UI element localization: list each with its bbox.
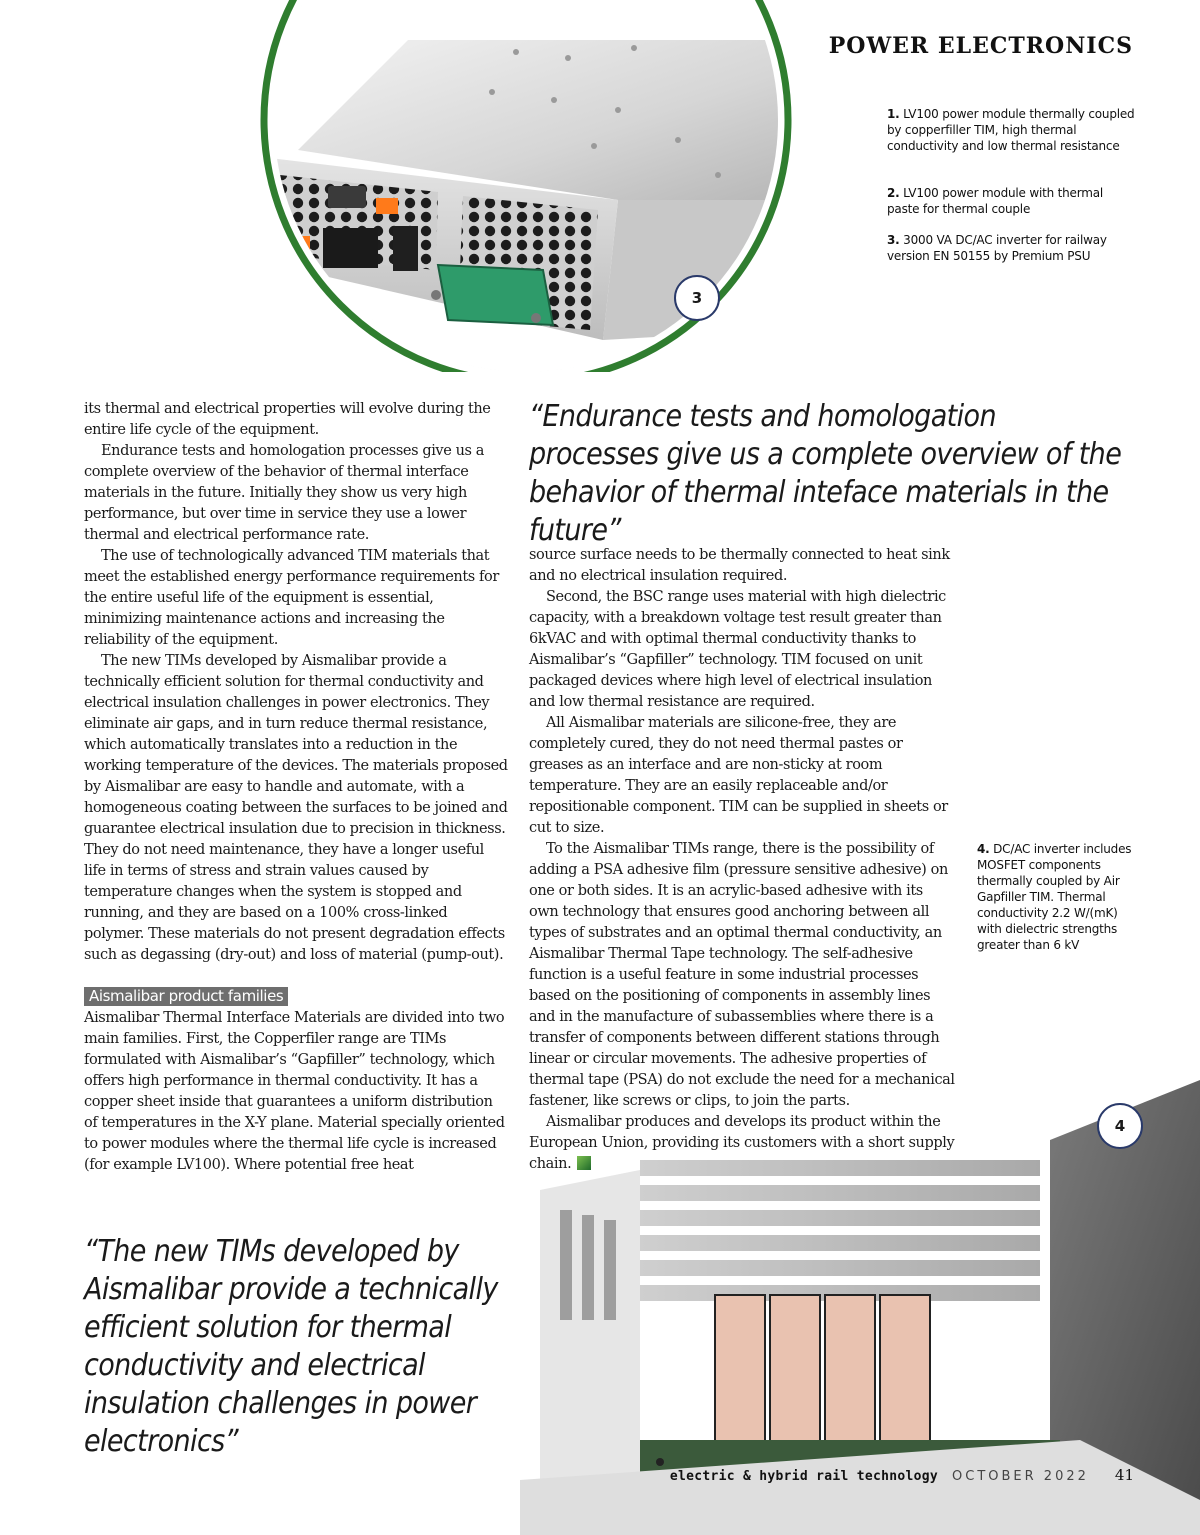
footer-publication: electric & hybrid rail technology [669, 1469, 939, 1484]
figure-badge-3: 3 [674, 275, 720, 321]
pull-quote-bottom: “The new TIMs developed by Aismalibar provide a technically efficient solution for thermal conductivity and electrical insulation challenges in power electronics” [84, 1234, 498, 1459]
page-footer [670, 1466, 1134, 1484]
paragraph: To the Aismalibar TIMs range, there is the possibility of adding a PSA adhesive film (pressure sensitive adhesive) on one or both sides. It is an acrylic-based adhesive with its own technology that ensures good anchoring between all types of substrates and an optimal thermal conductivity, an Aismalibar Thermal Tape technology. The self-adhesive function is a useful feature in some industrial processes based on the positioning of components in assembly lines and in the manufacture of subassemblies where there is a transfer of components between different stations through linear or circular movements. The adhesive properties of thermal tape (PSA) do not exclude the need for a mechanical fastener, like screws or clips, to join the parts. [529, 841, 955, 1109]
paragraph: its thermal and electrical properties will evolve during the entire life cycle of the equipment. [84, 401, 491, 438]
caption-3: 3. 3000 VA DC/AC inverter for railway version EN 50155 by Premium PSU [887, 233, 1107, 263]
section-title: POWER ELECTRONICS [828, 33, 1133, 59]
paragraph-last: Aismalibar produces and develops its product within the European Union, providing its customers with a short supply chain. [529, 1114, 955, 1172]
paragraph: Aismalibar Thermal Interface Materials are divided into two main families. First, the Copperfiler range are TIMs formulated with Aismalibar’s “Gapfiller” technology, which offers high performance in thermal conductivity. It has a copper sheet inside that guarantees a uniform distribution of temperatures in the X-Y plane. Material specially oriented to power modules where the thermal life cycle is increased (for example LV100). Where potential free heat [84, 1010, 505, 1173]
footer-date: OCTOBER 2022 [952, 1469, 1089, 1484]
paragraph: Endurance tests and homologation processes give us a complete overview of the behavior of thermal interface materials in the future. Initially they show us very high performance, but over time in service they use a lower thermal and electrical performance rate. [84, 443, 485, 543]
caption-1: 1. LV100 power module thermally coupled by copperfiller TIM, high thermal conductivity and low thermal resistance [887, 107, 1135, 153]
page-number: 41 [1114, 1466, 1134, 1484]
paragraph: Second, the BSC range uses material with high dielectric capacity, with a breakdown voltage test result greater than 6kVAC and with optimal thermal conductivity thanks to Aismalibar’s “Gapfiller” technology. TIM focused on unit packaged devices where high level of electrical insulation and low thermal resistance are required. [529, 589, 946, 710]
caption-2: 2. LV100 power module with thermal paste for thermal couple [887, 186, 1103, 216]
photo-power-module-3000va [258, 0, 794, 372]
paragraph: The new TIMs developed by Aismalibar provide a technically efficient solution for thermal conductivity and electrical insulation challenges in power electronics. They eliminate air gaps, and in turn reduce thermal resistance, which automatically translates into a reduction in the working temperature of the devices. The materials proposed by Aismalibar are easy to handle and automate, with a homogeneous coating between the surfaces to be joined and guarantee electrical insulation due to precision in thickness. They do not need maintenance, they have a longer useful life in terms of stress and strain values caused by temperature changes when the system is stopped and running, and they are based on a 100% cross-linked polymer. These materials do not present degradation effects such as degassing (dry-out) and loss of material (pump-out). [84, 653, 508, 963]
figure-badge-4: 4 [1097, 1103, 1143, 1149]
pull-quote-top: “Endurance tests and homologation processes give us a complete overview of the behavior of thermal inteface materials in the future” [529, 399, 1122, 548]
body-column-left [84, 399, 509, 1176]
caption-4: 4. DC/AC inverter includes MOSFET components thermally coupled by Air Gapfiller TIM. Thermal conductivity 2.2 W/(mK) with dielectric strengths greater than 6 kV [977, 842, 1132, 952]
subheading: Aismalibar product families [84, 987, 288, 1006]
paragraph: source surface needs to be thermally connected to heat sink and no electrical insulation required. [529, 547, 950, 584]
paragraph: The use of technologically advanced TIM materials that meet the established energy performance requirements for the entire useful life of the equipment is essential, minimizing maintenance actions and increasing the reliability of the equipment. [84, 548, 499, 648]
paragraph: All Aismalibar materials are silicone-free, they are completely cured, they do not need thermal pastes or greases as an interface and are non-sticky at room temperature. They are an easily replaceable and/or repositionable component. TIM can be supplied in sheets or cut to size. [529, 715, 948, 836]
